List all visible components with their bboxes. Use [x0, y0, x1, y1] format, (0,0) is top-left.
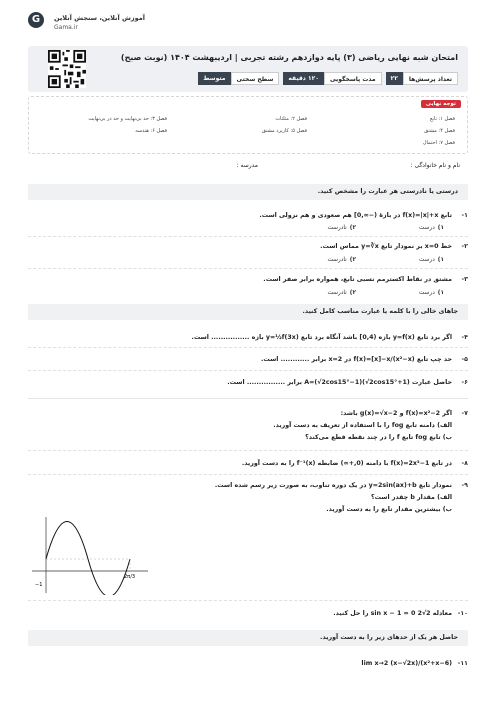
- chapters-box: [28, 96, 468, 154]
- chapter-item: فصل ۶: هندسه: [135, 128, 167, 134]
- section-fill-blank: [28, 304, 468, 320]
- chip-difficulty: متوسط: [198, 72, 230, 85]
- question-number: ۳-: [461, 276, 468, 283]
- question-text: ب) تابع fog تابع f را در چند نقطه قطع می‌کند؟: [305, 434, 452, 441]
- chapter-item: فصل ۵: کاربرد مشتق: [261, 128, 307, 134]
- section-title: حاصل هر یک از حدهای زیر را به دست آورید.: [320, 634, 458, 641]
- chapter-item: فصل ۴: مشتق: [424, 128, 455, 134]
- question-number: ۵-: [461, 356, 468, 363]
- school-label: مدرسه :: [236, 162, 258, 169]
- section-title: جاهای خالی را با کلمه یا عبارت مناسب کامل کنید.: [302, 308, 458, 315]
- question-10: [28, 610, 468, 617]
- question-text: اگر برد تابع y=f(x) بازه (0,4] باشد آنگاه برد تابع y=½f(3x) بازه ................ است.: [191, 334, 452, 341]
- question-9: [28, 482, 468, 489]
- brand: [28, 10, 178, 40]
- question-number: ۱۱-: [457, 660, 468, 667]
- qr-code-icon[interactable]: [48, 50, 86, 88]
- question-2: [28, 243, 468, 250]
- option-false[interactable]: ۲)نادرست: [327, 290, 356, 296]
- question-text: الف) مقدار b چقدر است؟: [370, 494, 452, 501]
- question-9a: [12, 494, 452, 501]
- option-true[interactable]: ۱)درست: [418, 257, 444, 263]
- question-text: ب) بیشترین مقدار تابع را به دست آورید.: [326, 506, 452, 513]
- student-name-label: نام و نام خانوادگی :: [410, 162, 460, 169]
- question-number: ۴-: [461, 334, 468, 341]
- notes-badge: توجه نهایی: [421, 100, 461, 108]
- question-number: ۱-: [461, 212, 468, 219]
- question-4: [28, 334, 468, 341]
- question-7b: [12, 434, 452, 441]
- chip-question-count: ۲۲: [386, 72, 403, 85]
- question-text: اگر f(x)=x²−2 و g(x)=√x−2 باشد:: [340, 410, 452, 417]
- question-1: [28, 212, 468, 219]
- question-number: ۹-: [461, 482, 468, 489]
- question-text: خط x=0 بر نمودار تابع y=∛x مماس است.: [320, 243, 452, 250]
- chapter-item: فصل ۲: مثلثات: [275, 116, 307, 122]
- exam-info-chips: [198, 72, 458, 85]
- question-5: [28, 356, 468, 363]
- chip-difficulty-label: سطح سختی: [231, 72, 280, 85]
- tick-label: 2π/3: [124, 574, 136, 580]
- question-9b: [12, 506, 452, 513]
- gama-logo-icon: G: [28, 12, 44, 28]
- sine-curve: [46, 522, 130, 596]
- question-number: ۷-: [461, 410, 468, 417]
- brand-tagline: آموزش آنلاین، سنجش آنلاین: [54, 14, 146, 22]
- question-11: [28, 660, 468, 667]
- question-3: [28, 276, 468, 283]
- option-false[interactable]: ۲)نادرست: [327, 225, 356, 231]
- chip-question-count-label: تعداد پرسش‌ها: [403, 72, 458, 85]
- section-title: درستی یا نادرستی هر عبارت را مشخص کنید.: [317, 188, 458, 195]
- tick-label: −1: [35, 582, 43, 588]
- option-true[interactable]: ۱)درست: [418, 290, 444, 296]
- question-number: ۲-: [461, 243, 468, 250]
- chip-duration: ۱۲۰ دقیقه: [283, 72, 324, 85]
- chapter-item: فصل ۷: احتمال: [422, 140, 455, 146]
- question-text: الف) دامنه تابع fog را با استفاده از تعریف به‌ دست آورید.: [273, 422, 452, 429]
- question-text: lim x→2 (x−√2x)/(x²+x−6): [361, 660, 452, 667]
- question-text: نمودار تابع y=2sin(ax)+b در یک دوره تناوب، به صورت زیر رسم شده است.: [214, 482, 452, 489]
- question-8: [28, 460, 468, 467]
- option-true[interactable]: ۱)درست: [418, 225, 444, 231]
- question-text: حد چپ تابع f(x)=[x]−x/(x²−x) در x=2 برابر ............ است.: [261, 356, 452, 363]
- question-text: معادله 2√2 sin x − 1 = 0 را حل کنید.: [333, 610, 452, 617]
- student-info: [28, 162, 468, 174]
- exam-header: [28, 46, 468, 92]
- question-text: حاصل عبارت A=(√2cos15°−1)(√2cos15°+1) برابر ................ است.: [227, 379, 452, 386]
- option-false[interactable]: ۲)نادرست: [327, 257, 356, 263]
- question-number: ۱۰-: [457, 610, 468, 617]
- section-true-false: [28, 184, 468, 200]
- question-7a: [12, 422, 452, 429]
- question-text: در تابع f(x)=2x³−1 با دامنه (0,+∞) ضابطه f⁻¹(x) را به دست آورید.: [241, 460, 452, 467]
- question-6: [28, 379, 468, 386]
- sine-graph: [30, 515, 150, 595]
- exam-title: امتحان شبه نهایی ریاضی (۳) پایه دوازدهم رشته تجربی | اردیبهشت ۱۴۰۴ (نوبت صبح): [120, 53, 458, 62]
- question-number: ۸-: [461, 460, 468, 467]
- question-text: تابع f(x)=|x|+x در بازهٔ (−∞,0] هم صعودی و هم نزولی است.: [259, 212, 452, 219]
- question-number: ۶-: [461, 379, 468, 386]
- chapter-item: فصل ۳: حد بی‌نهایت و حد در بی‌نهایت: [88, 116, 167, 122]
- brand-site[interactable]: Gama.ir: [54, 24, 78, 31]
- question-7: [28, 410, 468, 417]
- chapter-item: فصل ۱: تابع: [429, 116, 455, 122]
- chip-duration-label: مدت پاسخگویی: [324, 72, 382, 85]
- question-text: مشتق در نقاط اکسترمم نسبی تابع، همواره برابر صفر است.: [263, 276, 452, 283]
- section-limits: [28, 630, 468, 646]
